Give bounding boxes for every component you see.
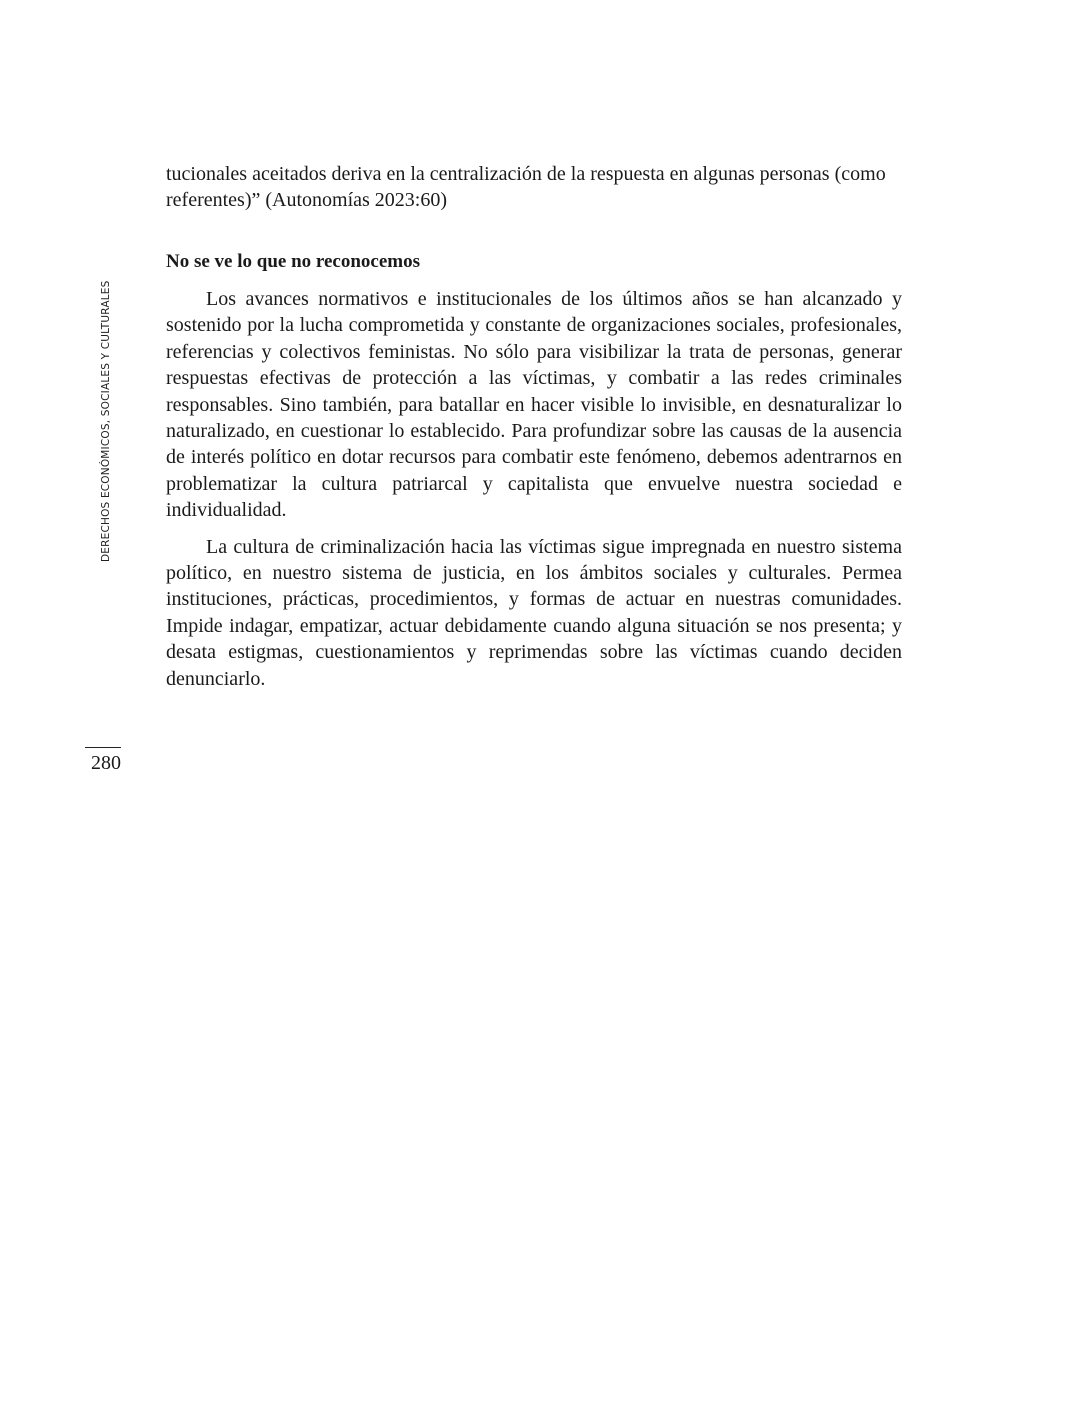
body-paragraph-1: Los avances normativos e institucionales de los últimos años se han alcanzado y sostenido por la lucha comprometida y constante de organizaciones sociales, profesionales, referencias y colectivos feministas. No sólo para visibilizar la trata de personas, generar respuestas efectivas de protección a las víctimas, y combatir a las redes criminales responsables. Sino también, para batallar en hacer visible lo invisible, en desnaturalizar lo naturalizado, en cuestionar lo establecido. Para profundizar sobre las causas de la ausencia de interés político en dotar recursos para combatir este fenómeno, debemos adentrarnos en problematizar la cultura patriarcal y capitalista que envuelve nuestra sociedad e individualidad.	[166, 288, 902, 522]
body-paragraph-2: La cultura de criminalización hacia las víctimas sigue impregnada en nuestro sistema político, en nuestro sistema de justicia, en los ámbitos sociales y culturales. Permea instituciones, prácticas, procedimientos, y formas de actuar en nuestras comunidades. Impide indagar, empatizar, actuar debidamente cuando alguna situación se nos presenta; y desata estigmas, cuestionamientos y reprimendas sobre las víctimas cuando deciden denunciarlo.	[166, 535, 902, 690]
section-body	[166, 286, 902, 692]
page-number-rule	[85, 747, 121, 748]
running-head: DERECHOS ECONÓMICOS, SOCIALES Y CULTURALES	[100, 280, 112, 562]
page-number: 280	[91, 752, 121, 774]
continuation-paragraph: tucionales aceitados deriva en la centralización de la respuesta en algunas personas (como referentes)” (Autonomías 2023:60)	[166, 163, 886, 212]
section-heading: No se ve lo que no reconocemos	[166, 251, 421, 272]
